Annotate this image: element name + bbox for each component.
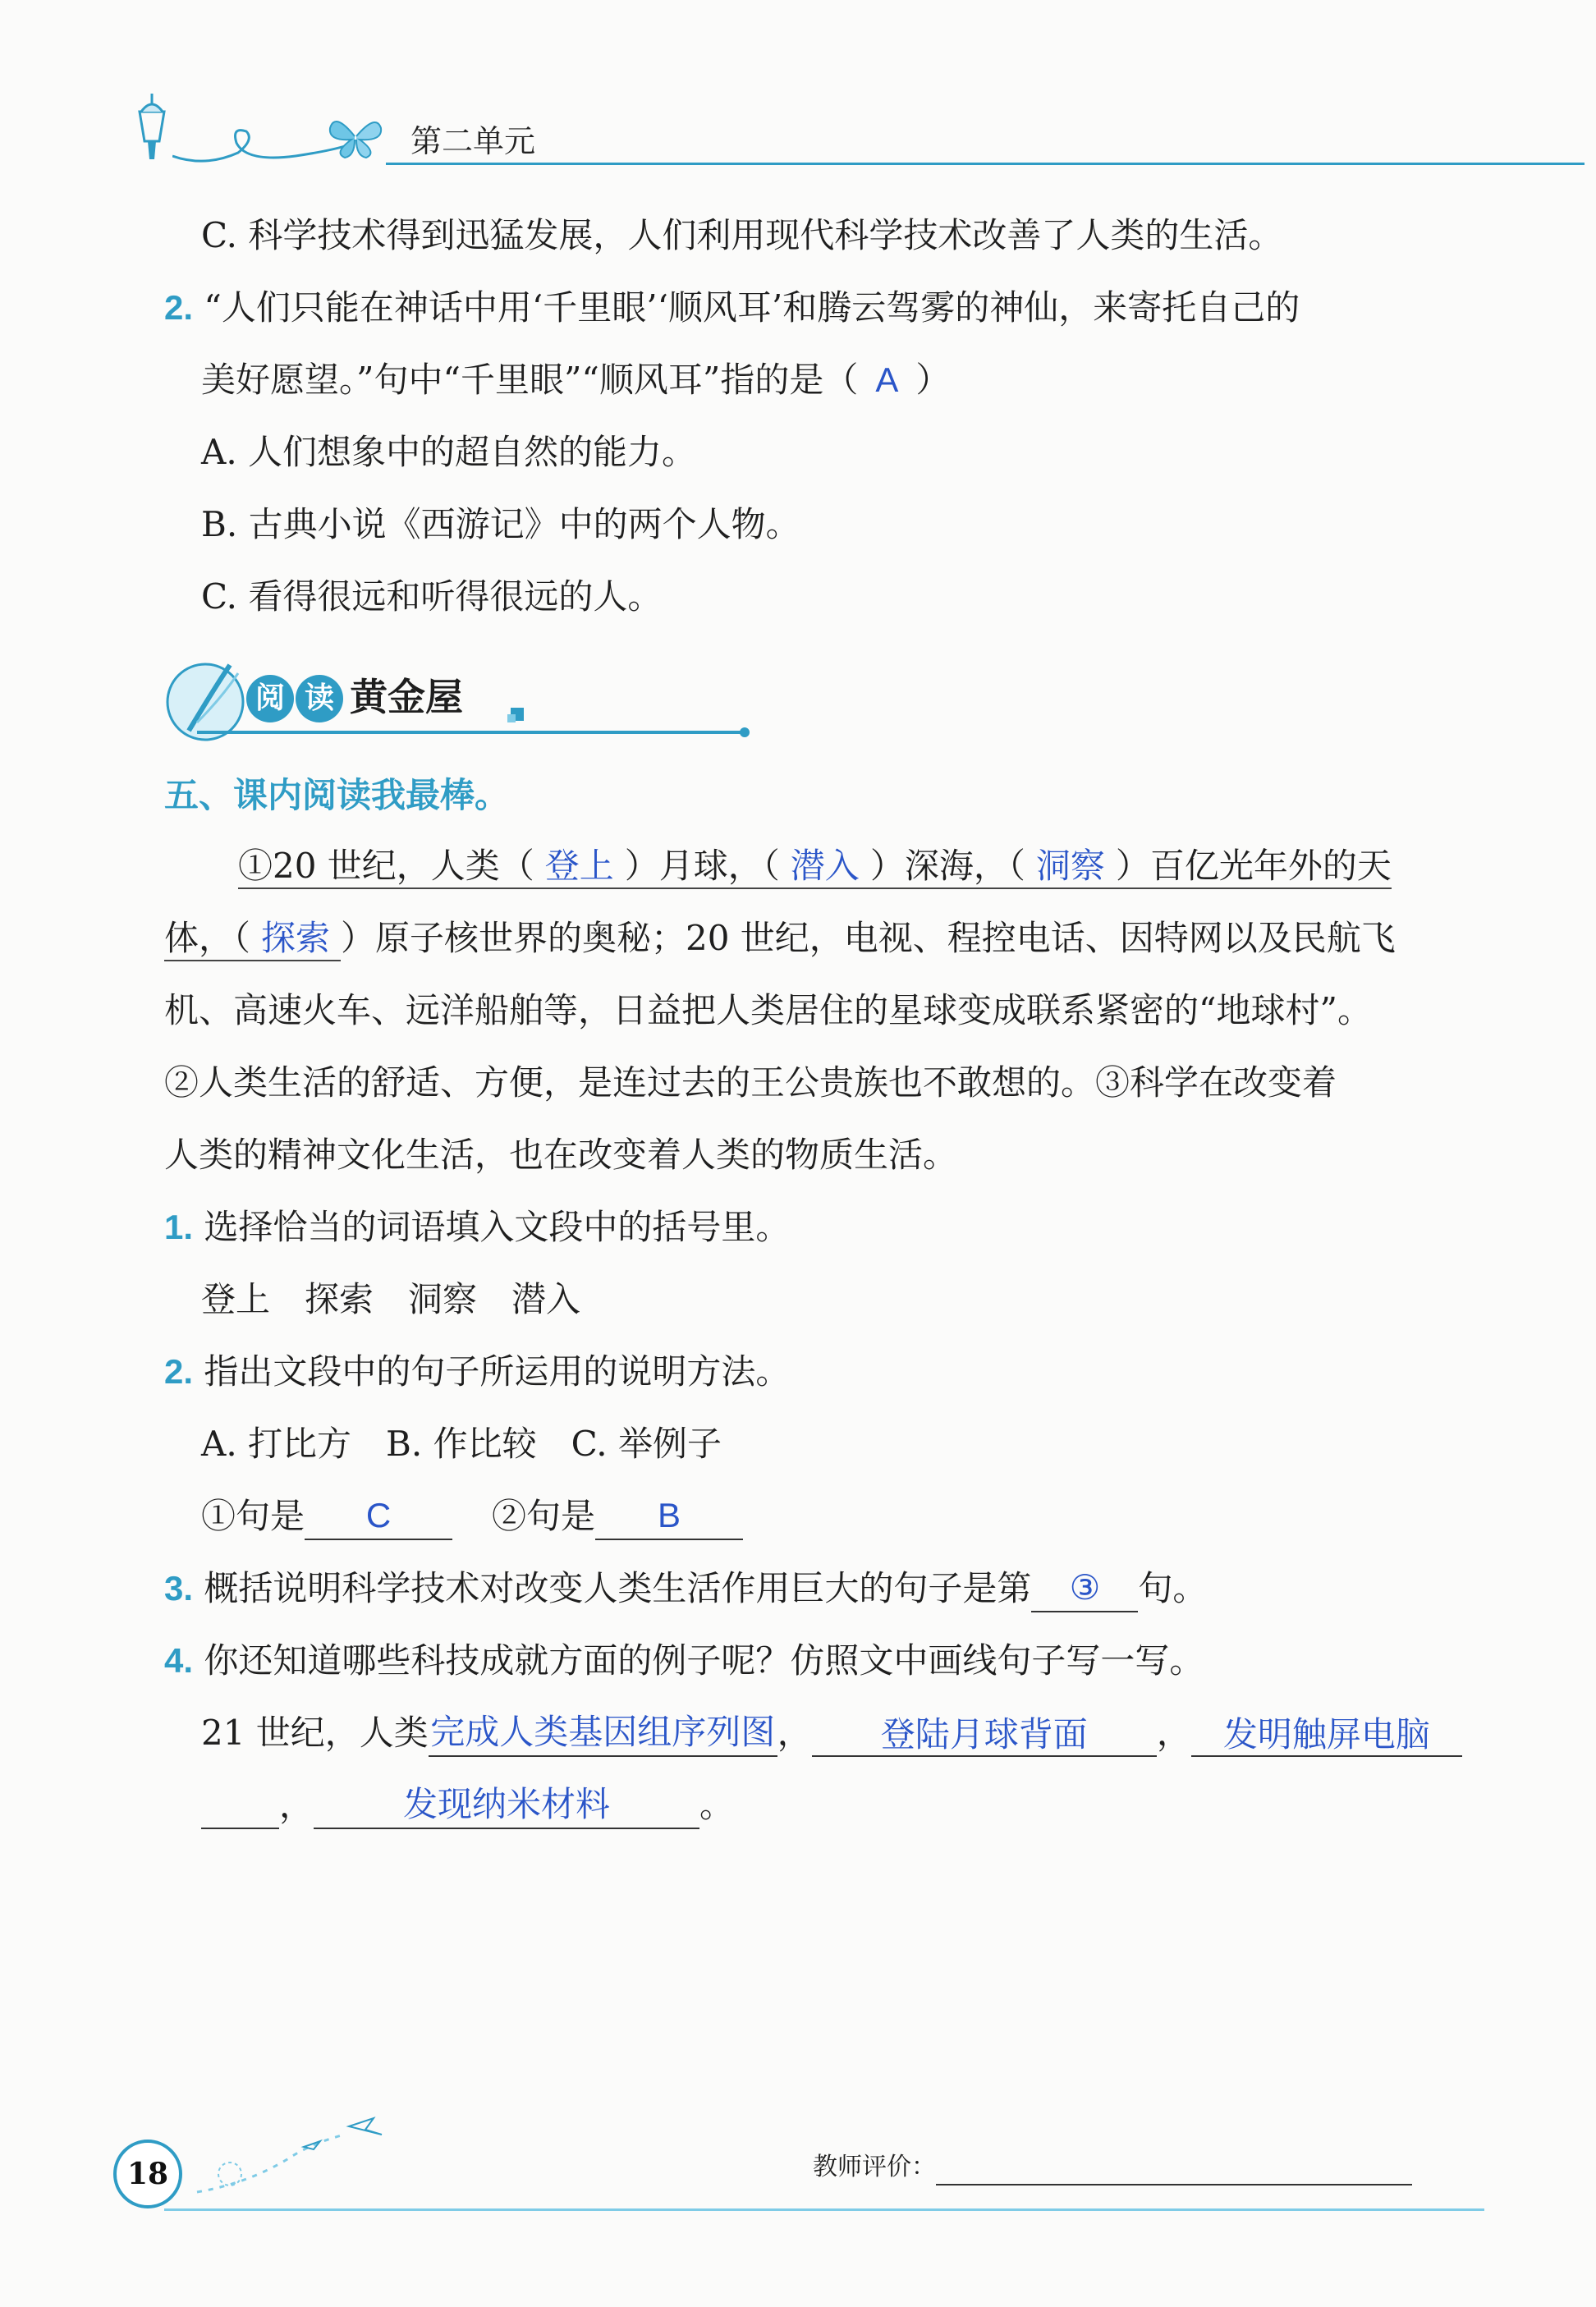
question-number: 1. bbox=[164, 1208, 194, 1246]
passage-line-2 bbox=[164, 915, 1396, 962]
fill-blank-4: 探索 bbox=[261, 919, 331, 957]
passage-line-4: ②人类生活的舒适、方便，是连过去的王公贵族也不敢想的。③科学在改变着 bbox=[164, 1062, 1337, 1103]
question-text: “人们只能在神话中用‘千里眼’‘顺风耳’和腾云驾雾的神仙，来寄托自己的 bbox=[204, 287, 1300, 328]
badge-read-2: 读 bbox=[296, 675, 343, 722]
sub-question-2 bbox=[164, 1348, 790, 1396]
example-line-1 bbox=[201, 1709, 1462, 1757]
separator: ， bbox=[1156, 1713, 1191, 1753]
page-number: 18 bbox=[126, 2157, 169, 2191]
question-text: 美好愿望。”句中“千里眼”“顺风耳”指的是（ bbox=[201, 360, 859, 400]
header-rule bbox=[386, 163, 1585, 165]
answer-a: A bbox=[875, 360, 899, 399]
page-number-badge bbox=[113, 2140, 182, 2208]
question-text: 句。 bbox=[1138, 1568, 1208, 1608]
teacher-label: 教师评价： bbox=[813, 2153, 936, 2181]
badge-read-1: 阅 bbox=[246, 675, 294, 722]
question-2-line2 bbox=[201, 356, 950, 404]
passage-text: ）深海，（ bbox=[869, 846, 1025, 886]
answer-label: ①句是 bbox=[201, 1496, 305, 1536]
unit-title: 第二单元 bbox=[410, 123, 536, 159]
word-bank: 登上 探索 洞察 潜入 bbox=[201, 1279, 581, 1319]
period: 。 bbox=[699, 1785, 735, 1825]
passage-line-3: 机、高速火车、远洋船舶等，日益把人类居住的星球变成联系紧密的“地球村”。 bbox=[164, 990, 1372, 1030]
answer-blank-2: B bbox=[595, 1497, 743, 1540]
option-line: B. 古典小说《西游记》中的两个人物。 bbox=[201, 504, 800, 544]
option-line: A. 人们想象中的超自然的能力。 bbox=[201, 432, 697, 472]
question-2-line1 bbox=[164, 284, 1300, 332]
passage-text: 体，（ bbox=[164, 918, 251, 958]
sub-question-1 bbox=[164, 1204, 790, 1251]
butterfly-icon bbox=[327, 112, 384, 161]
example-answer-1: 完成人类基因组序列图 bbox=[429, 1714, 777, 1757]
question-number: 2. bbox=[164, 288, 194, 327]
teacher-blank[interactable] bbox=[936, 2156, 1412, 2185]
example-line-2 bbox=[201, 1782, 734, 1829]
separator: ， bbox=[279, 1785, 314, 1825]
question-text: 概括说明科学技术对改变人类生活作用巨大的句子是第 bbox=[204, 1568, 1032, 1608]
example-prefix: 21 世纪，人类 bbox=[201, 1713, 429, 1753]
sub-question-3 bbox=[164, 1565, 1207, 1612]
teacher-evaluation bbox=[813, 2149, 1412, 2185]
method-options: A. 打比方 B. 作比较 C. 举例子 bbox=[201, 1424, 722, 1464]
question-text: 指出文段中的句子所运用的说明方法。 bbox=[204, 1351, 791, 1392]
passage-text: ）原子核世界的奥秘；20 世纪，电视、程控电话、因特网以及民航飞 bbox=[341, 918, 1396, 958]
question-text: 你还知道哪些科技成就方面的例子呢？仿照文中画线句子写一写。 bbox=[204, 1640, 1204, 1681]
sub-question-4 bbox=[164, 1637, 1204, 1685]
answer-blank-1: C bbox=[305, 1497, 452, 1540]
separator: ， bbox=[777, 1713, 812, 1753]
example-answer-4: 发现纳米材料 bbox=[314, 1786, 699, 1829]
passage-line-5: 人类的精神文化生活，也在改变着人类的物质生活。 bbox=[164, 1135, 958, 1175]
footer-rule bbox=[164, 2208, 1484, 2211]
answer-label: ②句是 bbox=[492, 1496, 596, 1536]
passage-text: ①20 世纪，人类（ bbox=[238, 846, 534, 886]
continued-blank bbox=[201, 1786, 279, 1829]
fill-blank-2: 潜入 bbox=[790, 846, 860, 885]
fill-blank-1: 登上 bbox=[544, 846, 614, 885]
example-answer-3: 发明触屏电脑 bbox=[1191, 1714, 1462, 1757]
question-number: 4. bbox=[164, 1641, 194, 1680]
footer-decoration bbox=[181, 2110, 410, 2200]
reading-banner bbox=[164, 657, 755, 747]
question-number: 3. bbox=[164, 1569, 194, 1608]
passage-line-1 bbox=[238, 842, 1392, 890]
answer-blank: ③ bbox=[1031, 1570, 1138, 1612]
fill-blank-3: 洞察 bbox=[1035, 846, 1105, 885]
passage-text: ）百亿光年外的天 bbox=[1115, 846, 1392, 886]
passage-text: ）月球，（ bbox=[624, 846, 780, 886]
header-lamp-icon bbox=[131, 92, 172, 166]
question-text: ） bbox=[915, 360, 951, 400]
question-number: 2. bbox=[164, 1352, 194, 1391]
section-5-heading: 五、课内阅读我最棒。 bbox=[164, 775, 510, 815]
banner-title: 黄金屋 bbox=[350, 675, 463, 719]
question-text: 选择恰当的词语填入文段中的括号里。 bbox=[204, 1207, 791, 1247]
option-line: C. 看得很远和听得很远的人。 bbox=[201, 576, 663, 617]
method-answers bbox=[201, 1493, 743, 1540]
example-answer-2: 登陆月球背面 bbox=[812, 1714, 1157, 1757]
option-c-line: C. 科学技术得到迅猛发展，人们利用现代科学技术改善了人类的生活。 bbox=[201, 215, 1283, 255]
